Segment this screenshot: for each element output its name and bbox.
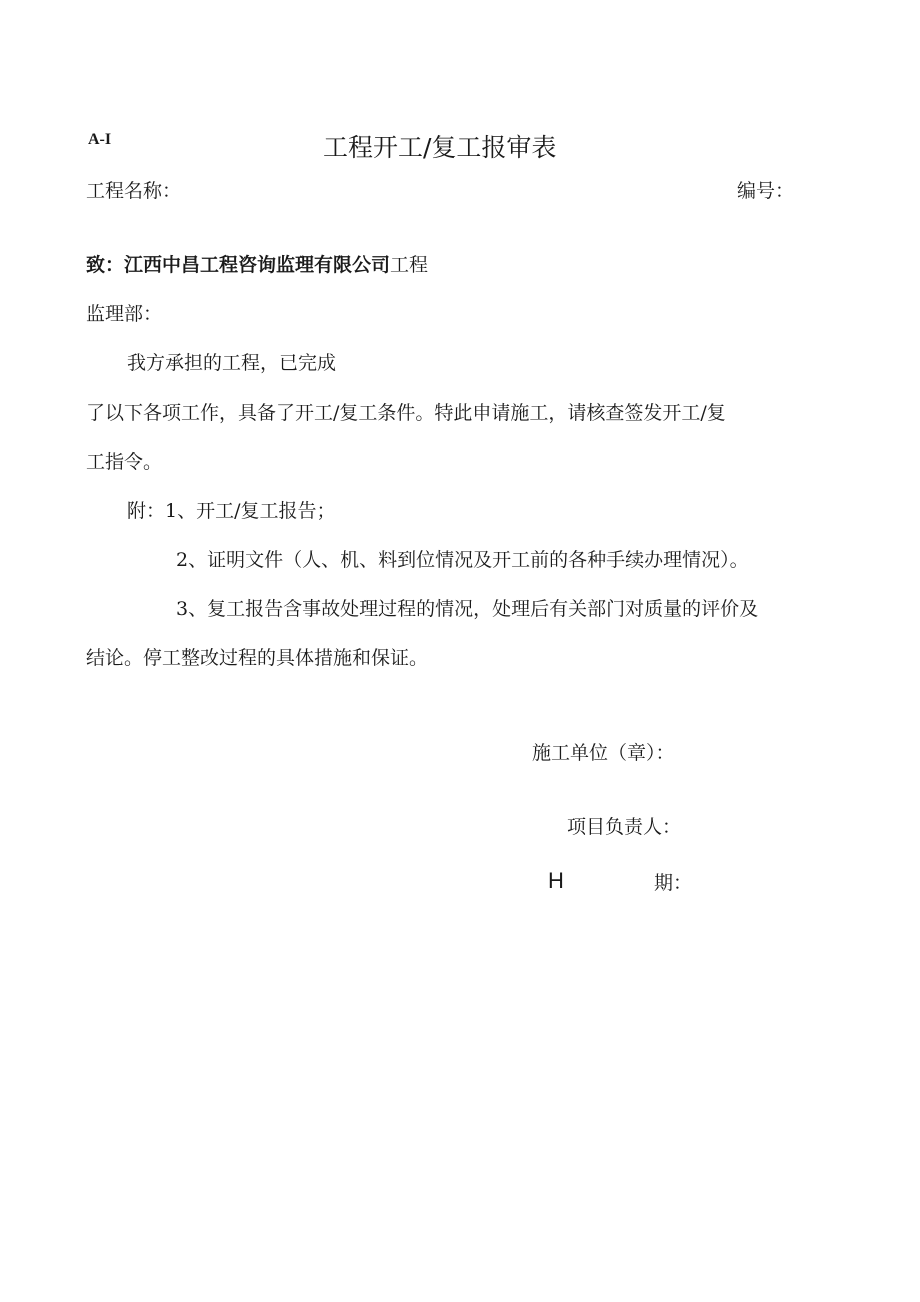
date-label: 期： xyxy=(654,872,693,894)
attachment-item-3-cont: 结论。停工整改过程的具体措施和保证。 xyxy=(86,647,429,669)
project-manager-label: 项目负责人： xyxy=(567,816,682,838)
body-line-1: 我方承担的工程，已完成 xyxy=(127,352,337,374)
addressee-line xyxy=(86,250,428,277)
addressee-department: 监理部： xyxy=(86,303,163,325)
attachment-item-3: 3、复工报告含事故处理过程的情况，处理后有关部门对质量的评价及 xyxy=(176,598,759,620)
body-line-3: 工指令。 xyxy=(86,451,163,473)
addressee-prefix: 致： xyxy=(86,254,125,276)
date-label-char: H xyxy=(548,868,564,893)
attachment-item-1: 附：1、开工/复工报告； xyxy=(127,500,336,522)
form-code: A-I xyxy=(88,131,112,148)
construction-unit-label: 施工单位（章）： xyxy=(532,742,675,764)
project-name-label: 工程名称： xyxy=(86,180,182,202)
number-label: 编号： xyxy=(737,180,795,202)
body-line-2: 了以下各项工作，具备了开工/复工条件。特此申请施工，请核查签发开工/复 xyxy=(86,402,726,424)
addressee-suffix: 工程 xyxy=(390,254,429,276)
attachment-item-2: 2、证明文件（人、机、料到位情况及开工前的各种手续办理情况）。 xyxy=(176,549,749,571)
page-title: 工程开工/复工报审表 xyxy=(323,133,557,162)
addressee-company: 江西中昌工程咨询监理有限公司 xyxy=(124,254,391,276)
